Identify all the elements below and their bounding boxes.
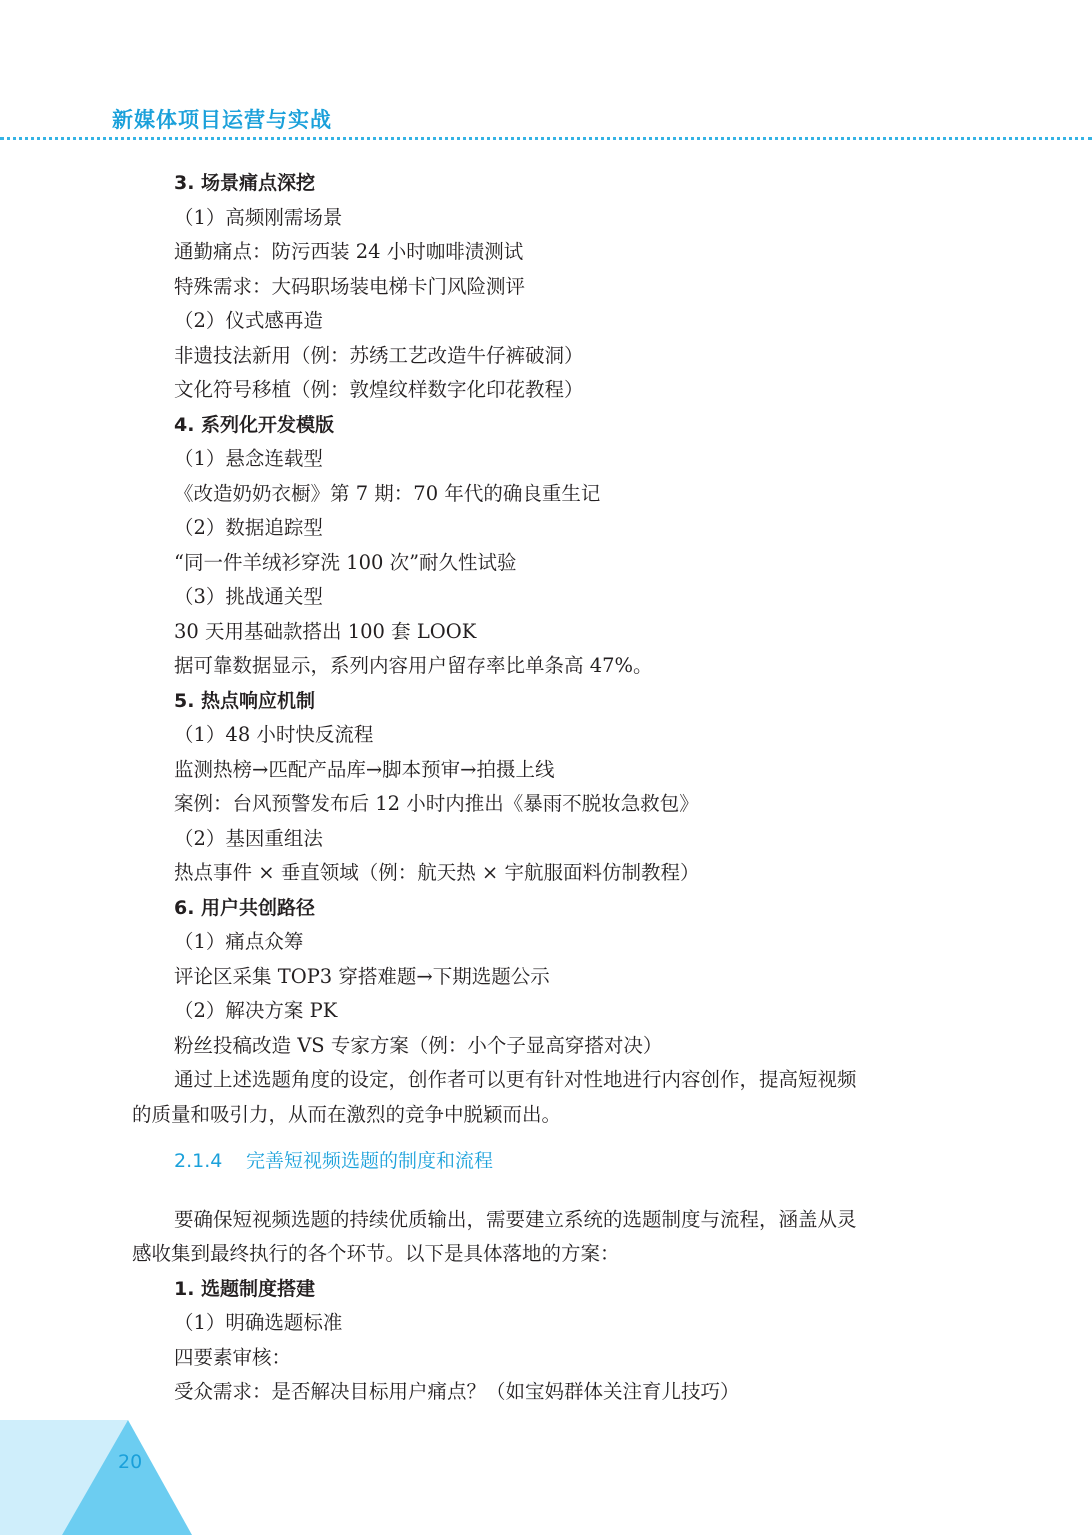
text-line: 热点事件 × 垂直领域（例：航天热 × 宇航服面料仿制教程）: [174, 861, 700, 884]
text-line: （1）48 小时快反流程: [174, 723, 374, 746]
subheading: 1. 选题制度搭建: [174, 1277, 316, 1300]
text-line: 四要素审核：: [174, 1345, 292, 1369]
running-header-title: 新媒体项目运营与实战: [112, 108, 332, 132]
text-line: 特殊需求：大码职场装电梯卡门风险测评: [174, 274, 526, 298]
page-corner-decoration: [0, 1420, 230, 1535]
text-line: （2）基因重组法: [174, 826, 323, 850]
text-line: 受众需求：是否解决目标用户痛点？（如宝妈群体关注育儿技巧）: [174, 1380, 740, 1403]
text-line: 通勤痛点：防污西装 24 小时咖啡渍测试: [174, 240, 524, 263]
subheading: 6. 用户共创路径: [174, 896, 316, 919]
text-line: 非遗技法新用（例：苏绣工艺改造牛仔裤破洞）: [174, 343, 584, 367]
text-line: 的质量和吸引力，从而在激烈的竞争中脱颖而出。: [132, 1102, 562, 1126]
text-line: 据可靠数据显示，系列内容用户留存率比单条高 47%。: [174, 654, 653, 677]
header-dotted-rule: [0, 137, 1092, 140]
text-line: 案例：台风预警发布后 12 小时内推出《暴雨不脱妆急救包》: [174, 792, 699, 815]
subheading: 4. 系列化开发模版: [174, 413, 335, 436]
text-line: （1）痛点众筹: [174, 930, 304, 953]
text-line: 粉丝投稿改造 VS 专家方案（例：小个子显高穿搭对决）: [174, 1033, 663, 1057]
section-number: 2.1.4: [174, 1150, 223, 1172]
section-heading: [174, 1144, 493, 1178]
text-line: 通过上述选题角度的设定，创作者可以更有针对性地进行内容创作，提高短视频: [174, 1068, 857, 1091]
text-line: （1）高频刚需场景: [174, 205, 343, 229]
text-line: （3）挑战通关型: [174, 585, 323, 608]
page-number: 20: [118, 1451, 143, 1473]
text-line: （2）仪式感再造: [174, 309, 323, 332]
text-line: 《改造奶奶衣橱》第 7 期：70 年代的确良重生记: [174, 481, 601, 505]
text-line: “同一件羊绒衫穿洗 100 次”耐久性试验: [174, 550, 517, 574]
text-line: （2）解决方案 PK: [174, 999, 338, 1022]
text-line: 文化符号移植（例：敦煌纹样数字化印花教程）: [174, 378, 584, 401]
text-line: （2）数据追踪型: [174, 516, 323, 539]
text-line: 要确保短视频选题的持续优质输出，需要建立系统的选题制度与流程，涵盖从灵: [174, 1207, 857, 1231]
subheading: 3. 场景痛点深挖: [174, 172, 316, 194]
text-line: （1）明确选题标准: [174, 1311, 343, 1334]
section-title: 完善短视频选题的制度和流程: [246, 1150, 494, 1172]
subheading: 5. 热点响应机制: [174, 689, 316, 712]
text-line: 监测热榜→匹配产品库→脚本预审→拍摄上线: [174, 757, 555, 781]
text-line: 30 天用基础款搭出 100 套 LOOK: [174, 619, 477, 643]
text-line: 评论区采集 TOP3 穿搭难题→下期选题公示: [174, 964, 550, 988]
text-line: 感收集到最终执行的各个环节。以下是具体落地的方案：: [132, 1242, 620, 1265]
text-line: （1）悬念连载型: [174, 447, 323, 470]
